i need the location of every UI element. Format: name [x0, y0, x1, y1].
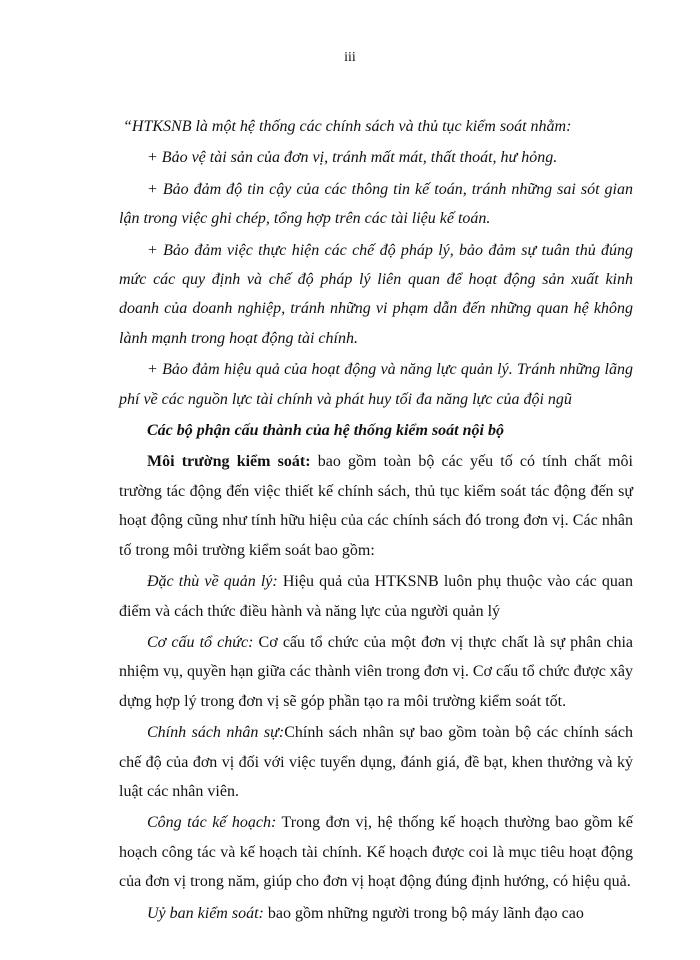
- quote-bullet-4: + Bảo đảm hiệu quả của hoạt động và năng lực quản lý. Tránh những lãng phí về các nguồn lực tài chính và phát huy tối đa năng lực của đội ngũ: [119, 361, 633, 408]
- quote-intro: “HTKSNB là một hệ thống các chính sách và thủ tục kiểm soát nhằm:: [123, 118, 572, 135]
- management-paragraph: [119, 567, 633, 626]
- hr-policy-paragraph: [119, 718, 633, 806]
- planning-term: Công tác kế hoạch:: [147, 814, 277, 832]
- hr-policy-term: Chính sách nhân sự:: [147, 724, 285, 742]
- page-number: iii: [344, 50, 356, 65]
- org-structure-term: Cơ cấu tổ chức:: [147, 633, 254, 651]
- audit-committee-term: Uỷ ban kiểm soát:: [147, 904, 264, 922]
- quote-bullet-1: + Bảo vệ tài sản của đơn vị, tránh mất mát, thất thoát, hư hỏng.: [147, 149, 558, 167]
- planning-paragraph: [119, 808, 633, 896]
- hr-policy-text: Chính sách nhân sự bao gồm toàn bộ các chính sách chế độ của đơn vị đối với việc tuyển dụng, đánh giá, đề bạt, khen thưởng và kỷ luật các nhân viên.: [119, 724, 634, 800]
- quote-bullet-2: + Bảo đảm độ tin cậy của các thông tin kế toán, tránh những sai sót gian lận trong việc ghi chép, tổng hợp trên các tài liệu kế toán.: [119, 180, 633, 228]
- section-heading: Các bộ phận cấu thành của hệ thống kiểm soát nội bộ: [147, 422, 504, 440]
- control-environment-text: bao gồm toàn bộ các yếu tố có tính chất môi trường tác động đến việc thiết kế chính sách, thủ tục kiểm soát tác động đến sự hoạt động cũng như tính hữu hiệu của các chính sách đó trong đơn vị. Các nhân tố trong môi trường kiểm soát bao gồm:: [119, 453, 633, 559]
- management-term: Đặc thù về quản lý:: [147, 573, 278, 591]
- control-environment-term: Môi trường kiểm soát:: [147, 453, 311, 471]
- control-environment-paragraph: [119, 447, 633, 565]
- org-structure-text: Cơ cấu tổ chức của một đơn vị thực chất là sự phân chia nhiệm vụ, quyền hạn giữa các thành viên trong đơn vị. Cơ cấu tổ chức được xây dựng hợp lý trong đơn vị sẽ góp phần tạo ra môi trường kiểm soát tốt.: [119, 633, 634, 710]
- audit-committee-paragraph: [119, 899, 633, 928]
- quote-bullet-3: + Bảo đảm việc thực hiện các chế độ pháp lý, bảo đảm sự tuân thủ đúng mức các quy định và chế độ pháp lý liên quan để hoạt động sản xuất kinh doanh của doanh nghiệp, tránh những vi phạm dẫn đến những quan hệ không lành mạnh trong hoạt động tài chính.: [119, 241, 633, 347]
- audit-committee-text: bao gồm những người trong bộ máy lãnh đạo cao: [263, 904, 584, 922]
- org-structure-paragraph: [119, 628, 633, 716]
- document-body: [119, 112, 633, 928]
- management-text: Hiệu quả của HTKSNB luôn phụ thuộc vào các quan điểm và cách thức điều hành và năng lực của người quản lý: [119, 573, 633, 620]
- planning-text: Trong đơn vị, hệ thống kế hoạch thường bao gồm kế hoạch công tác và kế hoạch tài chính. Kế hoạch được coi là mục tiêu hoạt động của đơn vị trong năm, giúp cho đơn vị hoạt động đúng định hướng, có hiệu quả.: [119, 814, 634, 891]
